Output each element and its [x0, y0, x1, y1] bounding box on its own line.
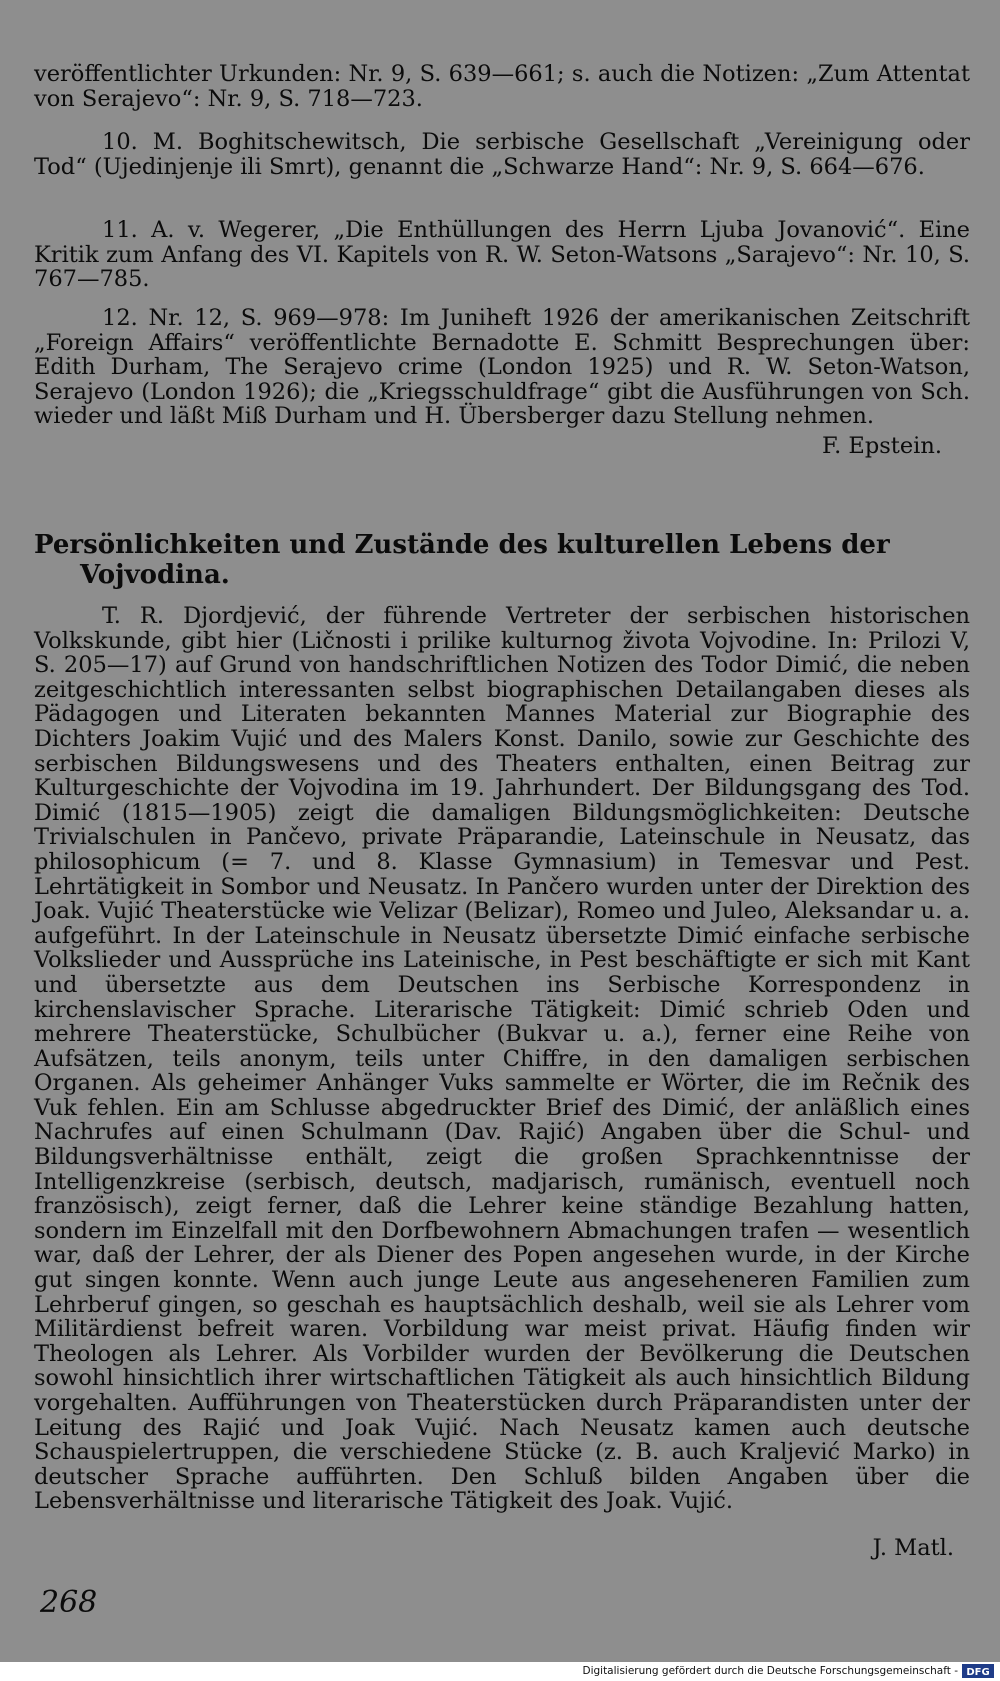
- section-heading-line1: Persönlichkeiten und Zustände des kulturellen Lebens der: [34, 530, 890, 560]
- signature-matl: J. Matl.: [872, 1535, 954, 1561]
- page-number: 268: [40, 1585, 98, 1620]
- entry-10: 10. M. Boghitschewitsch, Die serbische Gesellschaft „Vereinigung oder Tod“ (Ujedinjenje ili Smrt), genannt die „Schwarze Hand“: Nr. 9, S. 664—676.: [34, 129, 970, 180]
- section-heading-line2: Vojvodina.: [80, 560, 230, 590]
- signature-epstein: F. Epstein.: [822, 433, 942, 459]
- section-body: T. R. Djordjević, der führende Vertreter der serbischen historischen Volkskunde, gibt hier (Ličnosti i prilike kulturnog života Vojvodine. In: Prilozi V, S. 205—17) auf Grund von handschriftlichen Notizen des Todor Dimić, die neben zeitgeschichtlich interessanten selbst biographischen Detailangaben dieses als Pädagogen und Literaten bekannten Mannes Material zur Biographie des Dichters Joakim Vujić und des Malers Konst. Danilo, sowie zur Geschichte des serbischen Bildungswesens und des Theaters enthalten, einen Beitrag zur Kulturgeschichte der Vojvodina im 19. Jahrhundert. Der Bildungsgang des Tod. Dimić (1815—1905) zeigt die damaligen Bildungsmöglichkeiten: Deutsche Trivialschulen in Pančevo, private Präparandie, Lateinschule in Neusatz, das philosophicum (= 7. und 8. Klasse Gymnasium) in Temesvar und Pest. Lehrtätigkeit in Sombor und Neusatz. In Pančero wurden unter der Direktion des Joak. Vujić Theaterstücke wie Velizar (Belizar), Romeo und Juleo, Aleksandar u. a. aufgeführt. In der Lateinschule in Neusatz übersetzte Dimić einfache serbische Volkslieder und Aussprüche ins Lateinische, in Pest beschäftigte er sich mit Kant und übersetzte aus dem Deutschen ins Serbische Korrespondenz in kirchenslavischer Sprache. Literarische Tätigkeit: Dimić schrieb Oden und mehrere Theaterstücke, Schulbücher (Bukvar u. a.), ferner eine Reihe von Aufsätzen, teils anonym, teils unter Chiffre, in den damaligen serbischen Organen. Als geheimer Anhänger Vuks sammelte er Wörter, die im Rečnik des Vuk fehlen. Ein am Schlusse abgedruckter Brief des Dimić, der anläßlich eines Nachrufes auf einen Schulmann (Dav. Rajić) Angaben über die Schul- und Bildungsverhältnisse enthält, zeigt die großen Sprachkenntnisse der Intelligenzkreise (serbisch, deutsch, madjarisch, rumänisch, eventuell noch französisch), zeigt ferner, daß die Lehrer keine ständige Bezahlung hatten, sondern im Einzelfall mit den Dorfbewohnern Abmachungen trafen — wesentlich war, daß der Lehrer, der als Diener des Popen angesehen wurde, in der Kirche gut singen konnte. Wenn auch junge Leute aus angeseheneren Familien zum Lehrberuf gingen, so geschah es hauptsächlich deshalb, weil sie als Lehrer vom Militärdienst befreit waren. Vorbildung war meist privat. Häufig finden wir Theologen als Lehrer. Als Vorbilder wurden der Bevölkerung die Deutschen sowohl hinsichtlich ihrer wirtschaftlichen Tätigkeit als auch hinsichtlich Bildung vorgehalten. Aufführungen von Theaterstücken durch Präparandisten unter der Leitung des Rajić und Joak Vujić. Nach Neusatz kamen auch deutsche Schauspielertruppen, die verschiedene Stücke (z. B. auch Kraljević Marko) in deutscher Sprache aufführten. Den Schluß bilden Angaben über die Lebensverhältnisse und literarische Tätigkeit des Joak. Vujić.: [34, 603, 970, 1515]
- footer-credit-text: Digitalisierung gefördert durch die Deutsche Forschungsgemeinschaft -: [582, 1665, 958, 1677]
- dfg-logo-text: DFG: [966, 1667, 990, 1678]
- entry-11: 11. A. v. Wegerer, „Die Enthüllungen des Herrn Ljuba Jovanović“. Eine Kritik zum Anfang des VI. Kapitels von R. W. Seton-Watsons „Sarajevo“: Nr. 10, S. 767—785.: [34, 217, 970, 293]
- intro-paragraph: veröffentlichter Urkunden: Nr. 9, S. 639—661; s. auch die Notizen: „Zum Attentat von Serajevo“: Nr. 9, S. 718—723.: [34, 61, 970, 112]
- entry-12: 12. Nr. 12, S. 969—978: Im Juniheft 1926 der amerikanischen Zeitschrift „Foreign Affairs“ veröffentlichte Bernadotte E. Schmitt Besprechungen über: Edith Durham, The Serajevo crime (London 1925) und R. W. Seton-Watson, Serajevo (London 1926); die „Kriegsschuldfrage“ gibt die Ausführungen von Sch. wieder und läßt Miß Durham und H. Übersberger dazu Stellung nehmen.: [34, 305, 970, 430]
- dfg-logo-icon: [962, 1664, 994, 1678]
- digitization-footer: [0, 1662, 1000, 1681]
- section-heading: [34, 530, 970, 590]
